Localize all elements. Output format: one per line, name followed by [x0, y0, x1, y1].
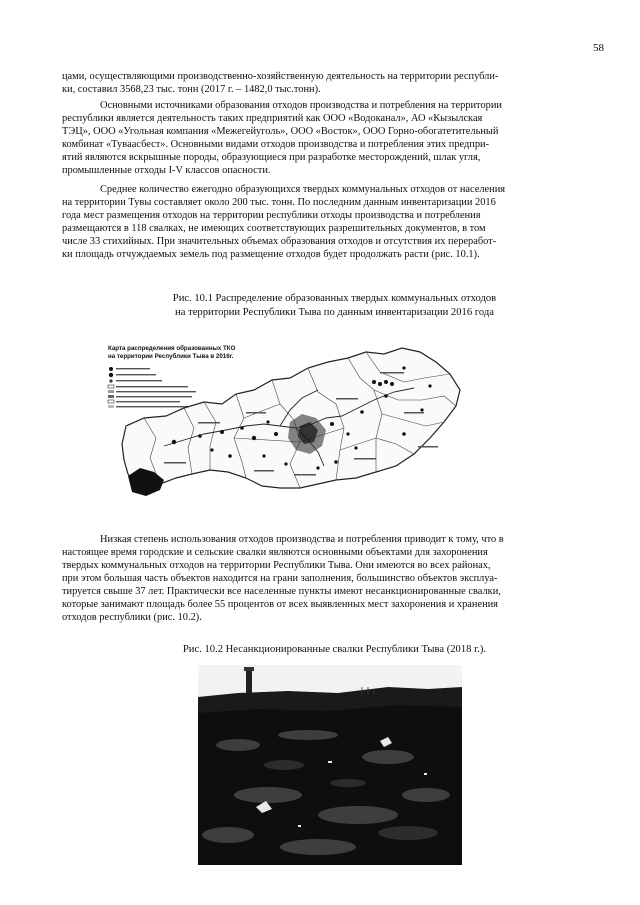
figure-caption-10-2: Рис. 10.2 Несанкционированные свалки Республики Тыва (2018 г.).: [182, 644, 487, 655]
page-number: 58: [593, 42, 604, 54]
map-image: [104, 338, 466, 503]
figure-map-tuva: [104, 338, 466, 503]
paragraph-text: цами, осуществляющими производственно-хозяйственную деятельность на территории республи- ки, составил 3568,23 тыс. тонн (2017 г. – 1482,0 тыс.тонн).: [62, 71, 499, 95]
photo-image: [198, 665, 462, 865]
figure-caption-10-1: Рис. 10.1 Распределение образованных твердых коммунальных отходов на территории Республики Тыва по данным инвентаризации 2016 года: [172, 293, 497, 318]
paragraph-text: Низкая степень использования отходов производства и потребления приводит к тому, что в настоящее время городские и сельские свалки являются основными объектами для захоронения твердых коммунальных отходов на территории Республики Тыва. Они имеются во всех районах, при этом большая часть объектов находится на грани заполнения, большинство объектов эксплуа- тируется свыше 37 лет. Практически все населенные пункты имеют несанкционированные свалки, которые занимают площадь более 55 процентов от всех выявленных мест захоронения и хранения отходов республики (рис. 10.2).: [62, 534, 504, 623]
paragraph-msw-volume: [62, 183, 607, 261]
paragraph-continuation: [62, 70, 607, 96]
paragraph-text: Среднее количество ежегодно образующихся твердых коммунальных отходов от населения на территории Тувы составляет около 200 тыс. тонн. По последним данным инвентаризации 2016 года мест размещения отходов на территории республики отходы производства и потребления размещаются в 118 свалках, не имеющих соответствующих разрешительных документов, в том числе 33 стихийных. При значительных объемах образования отходов и отсутствия их переработ- ки площадь отчуждаемых земель под размещение отходов будет продолжать расти (рис. 10.1).: [62, 184, 506, 260]
paragraph-landfills: [62, 533, 607, 624]
map-title-line2: на территории Республики Тыва в 2016г.: [108, 353, 234, 360]
figure-photo-dump: [198, 665, 462, 865]
map-title-line1: Карта распределения образованных ТКО: [108, 345, 236, 352]
paragraph-waste-sources: [62, 99, 607, 177]
paragraph-text: Основными источниками образования отходов производства и потребления на территории республики является деятельность таких предприятий как ООО «Водоканал», АО «Кызылская ТЭЦ», ООО «Угольная компания «Межегейуголь», ООО «Восток», ООО Горно-обогатетительный комбинат «Тувaасбест». Основными видами отходов производства и потребления этих предпри- ятий являются вскрышные породы, образующиеся при разработке месторождений, шлак угля, промышленные отходы I-V классов опасности.: [62, 100, 502, 176]
